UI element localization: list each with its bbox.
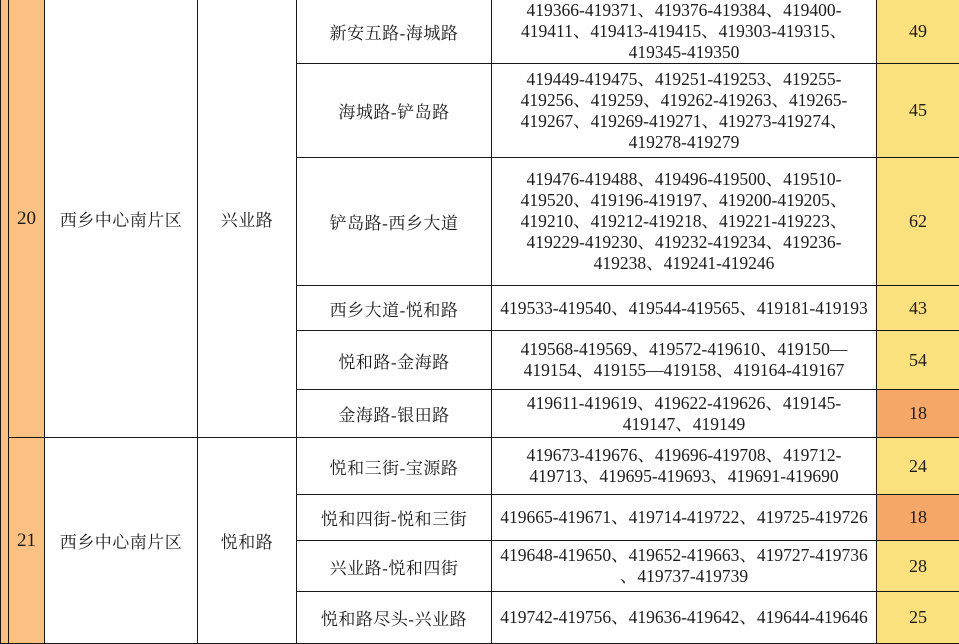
ranges-cell: 419665-419671、419714-419722、419725-419726 <box>492 495 877 541</box>
segment-cell: 悦和路-金海路 <box>297 331 492 390</box>
segment-cell: 西乡大道-悦和路 <box>297 286 492 331</box>
segment-cell: 金海路-银田路 <box>297 390 492 438</box>
road-cell: 悦和路 <box>198 438 297 644</box>
count-cell: 54 <box>877 331 959 390</box>
count-cell: 28 <box>877 541 959 592</box>
segment-cell: 兴业路-悦和四街 <box>297 541 492 592</box>
ranges-cell: 419648-419650、419652-419663、419727-419736 、419737-419739 <box>492 541 877 592</box>
count-cell: 24 <box>877 438 959 495</box>
ranges-cell: 419742-419756、419636-419642、419644-419646 <box>492 592 877 644</box>
row-number-cell: 21 <box>9 438 45 644</box>
segment-cell: 新安五路-海城路 <box>297 0 492 64</box>
ranges-cell: 419366-419371、419376-419384、419400-419411、419413-419415、419303-419315、419345-419350 <box>492 0 877 64</box>
segment-cell: 悦和三街-宝源路 <box>297 438 492 495</box>
count-cell: 25 <box>877 592 959 644</box>
segment-cell: 海城路-铲岛路 <box>297 64 492 158</box>
segment-cell: 铲岛路-西乡大道 <box>297 158 492 286</box>
left-edge-strip <box>1 0 9 644</box>
ranges-cell: 419533-419540、419544-419565、419181-419193 <box>492 286 877 331</box>
segment-cell: 悦和四街-悦和三街 <box>297 495 492 541</box>
count-cell: 45 <box>877 64 959 158</box>
count-cell: 18 <box>877 390 959 438</box>
ranges-cell: 419476-419488、419496-419500、419510-419520、419196-419197、419200-419205、419210、419212-419218、419221-419223、419229-419230、419232-419234、419236-419238、419241-419246 <box>492 158 877 286</box>
ranges-cell: 419449-419475、419251-419253、419255-419256、419259、419262-419263、419265-419267、419269-419271、419273-419274、419278-419279 <box>492 64 877 158</box>
row-number-cell: 20 <box>9 0 45 438</box>
segment-cell: 悦和路尽头-兴业路 <box>297 592 492 644</box>
ranges-cell: 419673-419676、419696-419708、419712-419713、419695-419693、419691-419690 <box>492 438 877 495</box>
road-cell: 兴业路 <box>198 0 297 438</box>
ranges-cell: 419611-419619、419622-419626、419145-419147、419149 <box>492 390 877 438</box>
count-cell: 62 <box>877 158 959 286</box>
count-cell: 18 <box>877 495 959 541</box>
ranges-cell: 419568-419569、419572-419610、419150—419154、419155—419158、419164-419167 <box>492 331 877 390</box>
count-cell: 43 <box>877 286 959 331</box>
count-cell: 49 <box>877 0 959 64</box>
district-cell: 西乡中心南片区 <box>45 438 198 644</box>
district-cell: 西乡中心南片区 <box>45 0 198 438</box>
